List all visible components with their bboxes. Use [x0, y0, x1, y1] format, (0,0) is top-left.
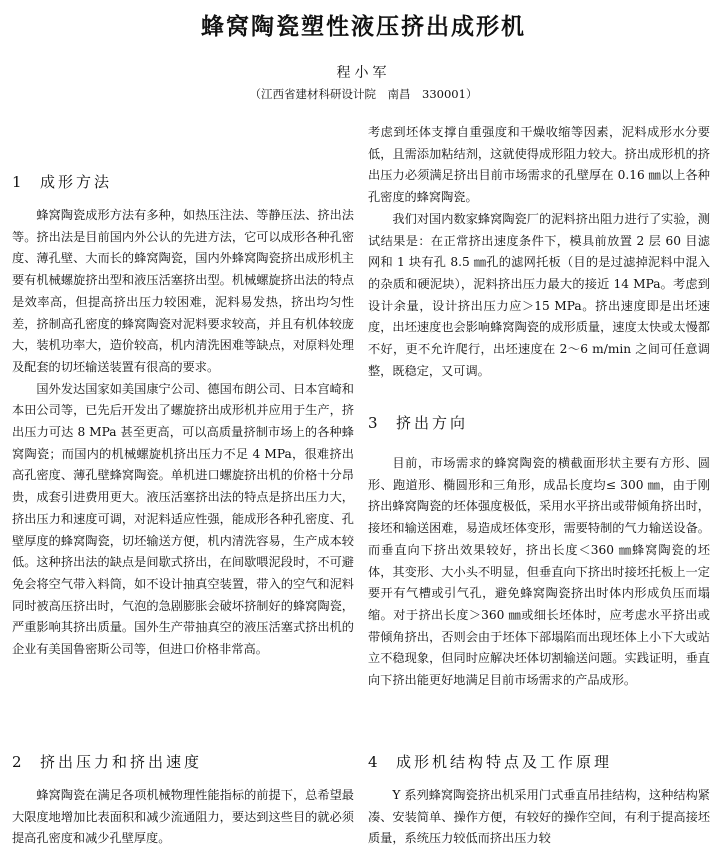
paragraph-block — [12, 785, 354, 850]
paragraph: 考虑到坯体支撑自重强度和干燥收缩等因素，泥料成形水分要低，且需添加粘结剂，这就使得成形阻力较大。挤出成形机的挤出压力必须满足挤出目前市场需求的孔壁厚在 0.16 ㎜以上各种孔密度的蜂窝陶瓷。 — [368, 125, 710, 205]
section-number: 2 — [12, 753, 25, 771]
paragraph: 蜂窝陶瓷成形方法有多种，如热压注法、等静压法、挤出法等。挤出法是目前国内外公认的先进方法，它可以成形各种孔密度、薄孔壁、大而长的蜂窝陶瓷，国内外蜂窝陶瓷挤出成形机主要有机械螺旋挤出型和液压活塞挤出型。机械螺旋挤出法的特点是效率高，但提高挤出压力较困难，泥料易发热，挤出均匀性差，挤制高孔密度的蜂窝陶瓷对泥料要求较高，并且有机体较庞大，装机功率大，造价较高，机内清洗困难等缺点，对原料处理及配套的切坯输送装置有很高的要求。 — [12, 208, 354, 374]
paragraph: 国外发达国家如美国康宁公司、德国布朗公司、日本宫崎和本田公司等，已先后开发出了螺旋挤出成形机并应用于生产，挤出压力可达 8 MPa 甚至更高，可以高质量挤制市场上的各种蜂窝陶瓷；而国内的机械螺旋机挤出压力不足 4 MPa，很难挤出高孔密度、薄孔壁蜂窝陶瓷。单机进口螺旋挤出机的价格十分昂贵，成套引进费用更大。液压活塞挤出法的特点是挤出压力大，挤出压力和速度可调，对泥料适应性强，能成形各种孔密度、孔壁厚度的蜂窝陶瓷，切坯输送方便，机内清洗容易，生产成本较低。这种挤出法的缺点是间歇式挤出，在间歇喂泥段时，不可避免会将空气带入料筒，如不设计抽真空装置，带入的空气和泥料同时被高压挤出时，气泡的急剧膨胀会破坏挤制好的蜂窝陶瓷，严重影响其挤出质量。国外生产带抽真空的液压活塞式挤出机的企业有美国鲁密斯公司等，但进口价格非常高。 — [12, 381, 354, 657]
section-title: 成形方法 — [40, 173, 113, 191]
paragraph: Y 系列蜂窝陶瓷挤出机采用门式垂直吊挂结构，这种结构紧凑、安装简单、操作方便，有较好的操作空间，有利于提高接坯质量，系统压力较低而挤出压力较 — [368, 788, 710, 846]
section-title: 挤出方向 — [396, 414, 469, 432]
section-title: 成形机结构特点及工作原理 — [396, 753, 613, 771]
paragraph-block — [368, 785, 710, 850]
paragraph-block — [368, 453, 710, 692]
section-heading-2 — [12, 751, 354, 772]
section-number: 3 — [368, 414, 381, 432]
paragraph-block — [368, 122, 710, 382]
section-number: 1 — [12, 173, 25, 191]
section-heading-4 — [368, 751, 710, 772]
section-heading-1 — [12, 171, 354, 192]
section-title: 挤出压力和挤出速度 — [40, 753, 203, 771]
paragraph: 蜂窝陶瓷在满足各项机械物理性能指标的前提下，总希望最大限度地增加比表面积和减少流通阻力，要达到这些目的就必须提高孔密度和减少孔壁厚度。 — [12, 788, 354, 846]
paragraph: 目前，市场需求的蜂窝陶瓷的横截面形状主要有方形、圆形、跑道形、椭圆形和三角形，成品长度均≤ 300 ㎜，由于刚挤出蜂窝陶瓷的坯体强度极低，采用水平挤出或带倾角挤出时，接坯和输送困难，易造成坯体变形，需要特制的气力输送设备。而垂直向下挤出效果较好，挤出长度＜360 ㎜蜂窝陶瓷的坯体，其变形、大小头不明显，但垂直向下挤出时接坯托板上一定要开有气槽或引气孔，避免蜂窝陶瓷挤出时体内形成负压而塌缩。对于挤出长度＞360 ㎜或细长坯体时，应考虑水平挤出或带倾角挤出，否则会由于坯体下部塌陷而出现坯体上小下大或站立不稳现象，但同时应解决坯体切割输送问题。实践证明，垂直向下挤出能更好地满足目前市场需求的产品成形。 — [368, 456, 710, 688]
author-name: 程小军 — [336, 65, 391, 81]
section-number: 4 — [368, 753, 381, 771]
section-heading-3 — [368, 412, 710, 433]
paragraph: 我们对国内数家蜂窝陶瓷厂的泥料挤出阻力进行了实验，测试结果是：在正常挤出速度条件下，模具前放置 2 层 60 目滤网和 1 块有孔 8.5 ㎜孔的滤网托板（目的是过滤掉泥料中混入的杂质和硬泥块），泥料挤出压力最大的接近 14 MPa。考虑到设计余量，设计挤出压力应＞15 MPa。挤出速度即是出坯速度，出坯速度也会影响蜂窝陶瓷的成形质量，速度太快或太慢都不好，更不允许爬行，出坯速度在 2～6 m/min 之间可任意调整，既稳定，又可调。 — [368, 211, 710, 378]
author-affiliation: （江西省建材科研设计院 南昌 330001） — [249, 87, 478, 101]
article-title: 蜂窝陶瓷塑性液压挤出成形机 — [201, 13, 526, 40]
paragraph-block — [12, 205, 354, 661]
